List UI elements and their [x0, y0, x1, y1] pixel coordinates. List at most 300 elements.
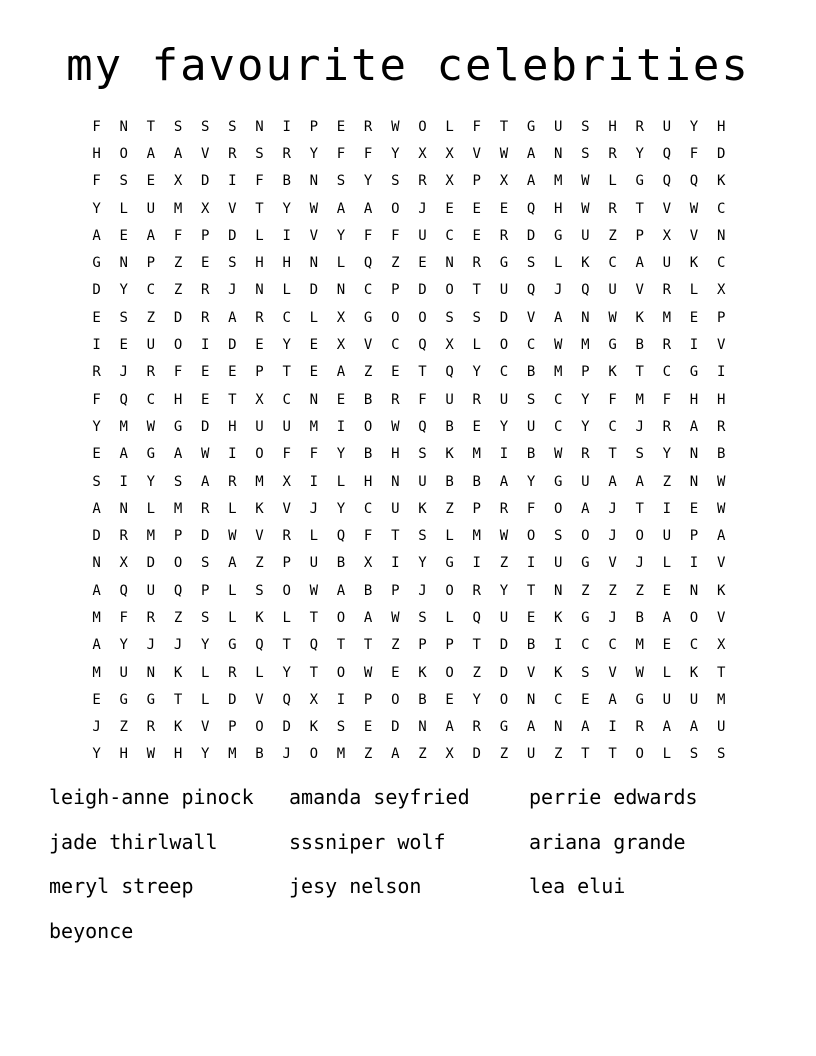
grid-letter: O [363, 418, 373, 435]
grid-letter: E [309, 364, 319, 381]
grid-letter: U [146, 582, 156, 599]
grid-letter: E [255, 337, 264, 354]
grid-letter: V [526, 309, 536, 326]
grid-row [83, 604, 735, 631]
grid-letter: Q [526, 282, 536, 299]
grid-letter: Z [363, 746, 373, 763]
grid-letter: L [689, 282, 699, 299]
grid-letter: M [173, 500, 183, 517]
grid-letter: C [716, 200, 726, 217]
grid-letter: M [255, 473, 264, 490]
grid-letter: W [200, 446, 210, 463]
grid-letter: M [472, 528, 481, 545]
grid-letter: M [716, 691, 726, 708]
grid-letter: G [119, 691, 128, 708]
grid-letter: L [662, 555, 672, 572]
grid-letter: O [391, 691, 400, 708]
grid-letter: F [92, 173, 101, 190]
grid-letter: U [581, 227, 590, 244]
grid-letter: N [689, 446, 699, 463]
grid-letter: P [173, 528, 183, 545]
grid-letter: I [689, 555, 699, 572]
grid-letter: A [445, 719, 454, 736]
grid-letter: P [689, 528, 699, 545]
grid-letter: Y [119, 637, 128, 654]
grid-letter: X [445, 746, 454, 763]
grid-letter: Y [282, 337, 291, 354]
grid-letter: D [499, 309, 509, 326]
grid-letter: E [499, 200, 509, 217]
grid-letter: S [336, 719, 346, 736]
grid-letter: N [336, 282, 346, 299]
grid-letter: X [282, 473, 291, 490]
grid-letter: M [119, 418, 128, 435]
grid-letter: U [282, 418, 291, 435]
grid-letter: W [499, 145, 509, 162]
grid-letter: Z [499, 746, 509, 763]
grid-letter: M [581, 337, 590, 354]
grid-letter: Z [554, 746, 563, 763]
grid-letter: F [472, 118, 481, 135]
grid-letter: S [418, 609, 427, 626]
grid-letter: S [472, 309, 481, 326]
grid-letter: S [173, 473, 183, 490]
grid-letter: T [526, 582, 536, 599]
grid-letter: W [228, 528, 237, 545]
grid-letter: A [662, 719, 672, 736]
grid-letter: T [472, 637, 481, 654]
grid-letter: F [119, 609, 128, 626]
grid-letter: Y [92, 418, 101, 435]
grid-row [83, 714, 735, 741]
grid-letter: M [146, 528, 156, 545]
grid-letter: T [608, 746, 617, 763]
grid-letter: U [526, 418, 536, 435]
grid-letter: S [445, 309, 454, 326]
grid-letter: A [336, 364, 346, 381]
grid-letter: C [689, 637, 699, 654]
grid-letter: E [418, 255, 427, 272]
grid-letter: Q [363, 255, 373, 272]
grid-letter: R [472, 582, 481, 599]
grid-letter: H [282, 255, 291, 272]
grid-letter: S [200, 555, 210, 572]
grid-letter: A [608, 473, 617, 490]
grid-letter: I [554, 637, 563, 654]
grid-letter: J [92, 719, 101, 736]
grid-letter: Y [146, 473, 156, 490]
grid-letter: W [309, 200, 319, 217]
grid-letter: U [526, 746, 536, 763]
grid-letter: D [472, 746, 481, 763]
grid-letter: A [716, 528, 726, 545]
grid-letter: A [662, 609, 672, 626]
grid-letter: C [716, 255, 726, 272]
grid-letter: D [228, 227, 237, 244]
grid-letter: L [554, 255, 563, 272]
grid-letter: C [445, 227, 454, 244]
grid-letter: Z [581, 582, 590, 599]
grid-letter: H [554, 200, 563, 217]
grid-letter: V [309, 227, 319, 244]
grid-letter: I [689, 337, 699, 354]
grid-letter: P [391, 582, 400, 599]
grid-letter: G [499, 255, 509, 272]
grid-letter: P [200, 582, 210, 599]
grid-letter: K [689, 664, 699, 681]
grid-letter: U [255, 418, 264, 435]
grid-letter: N [255, 282, 264, 299]
grid-letter: Z [391, 255, 400, 272]
grid-letter: T [716, 664, 726, 681]
grid-letter: T [228, 391, 237, 408]
grid-letter: X [119, 555, 128, 572]
grid-letter: C [554, 691, 563, 708]
word-list-item: perrie edwards [529, 785, 698, 809]
grid-letter: S [200, 609, 210, 626]
word-list-item: leigh-anne pinock [49, 785, 254, 809]
grid-letter: O [526, 528, 536, 545]
grid-letter: Y [472, 364, 481, 381]
grid-letter: C [554, 391, 563, 408]
grid-letter: N [309, 255, 319, 272]
grid-letter: A [526, 173, 536, 190]
grid-letter: G [363, 309, 373, 326]
grid-letter: Q [445, 364, 454, 381]
grid-row [83, 413, 735, 440]
grid-letter: H [716, 118, 726, 135]
grid-letter: X [200, 200, 210, 217]
grid-letter: I [336, 418, 346, 435]
grid-letter: B [363, 391, 373, 408]
grid-letter: Y [200, 637, 210, 654]
grid-letter: B [255, 746, 264, 763]
word-list-item: ariana grande [529, 829, 686, 854]
grid-letter: K [255, 500, 264, 517]
grid-letter: O [391, 309, 400, 326]
grid-letter: R [146, 719, 156, 736]
grid-letter: U [716, 719, 726, 736]
grid-letter: H [119, 746, 128, 763]
grid-letter: T [499, 118, 509, 135]
grid-row [83, 495, 735, 522]
grid-letter: V [608, 555, 617, 572]
grid-letter: Y [336, 446, 346, 463]
grid-letter: J [608, 609, 617, 626]
grid-row [83, 249, 735, 276]
grid-letter: K [255, 609, 264, 626]
grid-letter: A [200, 473, 210, 490]
grid-letter: C [554, 418, 563, 435]
grid-letter: D [92, 282, 101, 299]
grid-letter: S [526, 391, 536, 408]
grid-letter: I [282, 227, 291, 244]
grid-letter: H [255, 255, 264, 272]
grid-letter: R [662, 418, 672, 435]
grid-letter: I [662, 500, 672, 517]
grid-letter: J [608, 528, 617, 545]
grid-letter: H [92, 145, 101, 162]
grid-letter: Q [472, 609, 481, 626]
grid-letter: E [363, 719, 373, 736]
grid-letter: I [716, 364, 726, 381]
grid-letter: D [282, 719, 291, 736]
grid-letter: S [635, 446, 644, 463]
grid-letter: O [499, 337, 509, 354]
grid-letter: P [363, 691, 373, 708]
grid-letter: Y [662, 446, 672, 463]
grid-letter: E [336, 391, 346, 408]
grid-letter: A [146, 227, 156, 244]
grid-letter: P [472, 500, 481, 517]
grid-letter: O [309, 746, 319, 763]
grid-letter: S [119, 309, 128, 326]
grid-letter: H [173, 391, 183, 408]
grid-letter: K [554, 609, 563, 626]
grid-letter: W [146, 418, 156, 435]
grid-letter: S [92, 473, 101, 490]
grid-letter: I [228, 173, 237, 190]
grid-row [83, 741, 735, 768]
grid-letter: V [228, 200, 237, 217]
grid-letter: R [499, 227, 509, 244]
grid-letter: Y [635, 145, 644, 162]
grid-letter: T [309, 609, 319, 626]
grid-letter: Q [526, 200, 536, 217]
grid-letter: U [608, 282, 617, 299]
grid-letter: G [173, 418, 183, 435]
grid-letter: A [689, 418, 699, 435]
grid-letter: V [255, 691, 264, 708]
grid-letter: O [418, 118, 427, 135]
grid-letter: X [662, 227, 672, 244]
grid-letter: U [499, 391, 509, 408]
grid-letter: A [92, 500, 101, 517]
grid-letter: N [119, 118, 128, 135]
grid-letter: Y [499, 418, 509, 435]
grid-letter: K [608, 364, 617, 381]
grid-letter: K [716, 582, 726, 599]
puzzle-title: my favourite celebrities [66, 40, 750, 91]
grid-row [83, 140, 735, 167]
grid-letter: L [662, 746, 672, 763]
grid-letter: O [635, 528, 644, 545]
grid-letter: U [499, 609, 509, 626]
grid-letter: A [228, 555, 237, 572]
grid-letter: R [228, 473, 237, 490]
grid-letter: T [608, 446, 617, 463]
grid-letter: E [391, 664, 400, 681]
grid-letter: S [228, 255, 237, 272]
grid-letter: I [526, 555, 536, 572]
grid-letter: R [146, 364, 156, 381]
grid-letter: Q [282, 691, 291, 708]
grid-letter: Z [173, 609, 183, 626]
grid-letter: J [418, 582, 427, 599]
grid-letter: U [499, 282, 509, 299]
grid-letter: W [146, 746, 156, 763]
grid-letter: E [581, 691, 590, 708]
grid-letter: U [581, 473, 590, 490]
grid-letter: O [418, 309, 427, 326]
grid-letter: G [92, 255, 101, 272]
grid-letter: M [472, 446, 481, 463]
grid-letter: M [635, 391, 644, 408]
grid-letter: R [119, 528, 128, 545]
grid-letter: R [472, 391, 481, 408]
grid-letter: O [445, 282, 454, 299]
grid-letter: Q [119, 391, 128, 408]
grid-letter: Y [526, 473, 536, 490]
grid-letter: T [391, 528, 400, 545]
grid-letter: L [662, 664, 672, 681]
grid-letter: J [608, 500, 617, 517]
grid-letter: E [309, 337, 319, 354]
grid-letter: D [200, 528, 210, 545]
grid-row [83, 632, 735, 659]
grid-row [83, 468, 735, 495]
grid-letter: E [472, 200, 481, 217]
grid-letter: U [418, 227, 427, 244]
grid-letter: L [255, 664, 264, 681]
grid-letter: Q [418, 418, 427, 435]
grid-letter: T [146, 118, 156, 135]
grid-letter: R [200, 500, 210, 517]
grid-letter: E [472, 418, 481, 435]
grid-letter: V [200, 145, 210, 162]
grid-letter: Z [499, 555, 509, 572]
grid-letter: U [662, 255, 672, 272]
grid-letter: X [363, 555, 373, 572]
grid-letter: D [173, 309, 183, 326]
grid-letter: N [689, 582, 699, 599]
grid-letter: E [391, 364, 400, 381]
grid-letter: W [716, 500, 726, 517]
grid-letter: R [716, 418, 726, 435]
grid-letter: U [662, 118, 672, 135]
grid-letter: E [200, 255, 210, 272]
grid-letter: F [92, 391, 101, 408]
grid-letter: R [472, 255, 481, 272]
grid-letter: E [336, 118, 346, 135]
grid-letter: J [173, 637, 183, 654]
grid-letter: L [200, 691, 210, 708]
grid-letter: P [635, 227, 644, 244]
grid-letter: O [255, 719, 264, 736]
grid-letter: E [445, 691, 454, 708]
grid-letter: A [608, 691, 617, 708]
grid-letter: D [526, 227, 536, 244]
grid-letter: J [282, 746, 291, 763]
grid-letter: A [526, 145, 536, 162]
grid-letter: U [119, 664, 128, 681]
grid-letter: M [92, 609, 101, 626]
grid-letter: J [228, 282, 237, 299]
grid-letter: D [499, 664, 509, 681]
grid-letter: R [608, 200, 617, 217]
grid-letter: U [418, 473, 427, 490]
grid-letter: B [336, 555, 346, 572]
grid-letter: F [526, 500, 536, 517]
grid-letter: U [445, 391, 454, 408]
grid-letter: B [363, 446, 373, 463]
grid-letter: K [635, 309, 644, 326]
grid-letter: L [608, 173, 617, 190]
grid-letter: V [662, 200, 672, 217]
grid-letter: X [418, 145, 427, 162]
grid-letter: E [119, 337, 128, 354]
grid-letter: K [689, 255, 699, 272]
grid-letter: F [418, 391, 427, 408]
grid-letter: P [228, 719, 237, 736]
grid-letter: R [282, 145, 291, 162]
grid-letter: W [391, 609, 400, 626]
grid-letter: W [554, 337, 563, 354]
grid-letter: Y [581, 391, 590, 408]
grid-letter: F [92, 118, 101, 135]
grid-letter: L [228, 500, 237, 517]
grid-letter: N [581, 309, 590, 326]
grid-letter: F [363, 145, 373, 162]
grid-letter: G [608, 337, 617, 354]
grid-letter: Z [445, 500, 454, 517]
grid-letter: B [282, 173, 291, 190]
grid-letter: C [363, 500, 373, 517]
grid-letter: P [200, 227, 210, 244]
grid-letter: L [445, 609, 454, 626]
grid-letter: Y [499, 582, 509, 599]
grid-letter: T [309, 664, 319, 681]
grid-letter: G [635, 691, 644, 708]
grid-letter: T [282, 637, 291, 654]
grid-letter: M [228, 746, 237, 763]
grid-letter: M [173, 200, 183, 217]
grid-letter: G [228, 637, 237, 654]
grid-letter: V [200, 719, 210, 736]
word-list-item: lea elui [529, 874, 626, 898]
grid-letter: A [173, 145, 183, 162]
grid-letter: A [363, 200, 373, 217]
grid-letter: E [119, 227, 128, 244]
grid-letter: R [200, 282, 210, 299]
grid-letter: B [418, 691, 427, 708]
grid-letter: Y [689, 118, 699, 135]
grid-letter: E [146, 173, 156, 190]
grid-letter: K [173, 719, 183, 736]
grid-letter: Z [173, 282, 183, 299]
grid-letter: S [228, 118, 237, 135]
grid-letter: A [635, 255, 644, 272]
grid-letter: P [255, 364, 264, 381]
grid-letter: O [282, 582, 291, 599]
word-list-item: sssniper wolf [289, 829, 446, 854]
grid-letter: E [92, 691, 101, 708]
grid-letter: S [418, 446, 427, 463]
grid-letter: L [282, 282, 291, 299]
grid-letter: F [662, 391, 672, 408]
grid-letter: C [526, 337, 536, 354]
grid-letter: I [472, 555, 481, 572]
grid-letter: J [554, 282, 563, 299]
grid-letter: M [336, 746, 346, 763]
grid-letter: W [554, 446, 563, 463]
grid-letter: U [309, 555, 319, 572]
grid-letter: Z [173, 255, 183, 272]
grid-letter: W [499, 528, 509, 545]
grid-letter: B [526, 364, 536, 381]
grid-letter: C [662, 364, 672, 381]
grid-letter: V [472, 145, 481, 162]
